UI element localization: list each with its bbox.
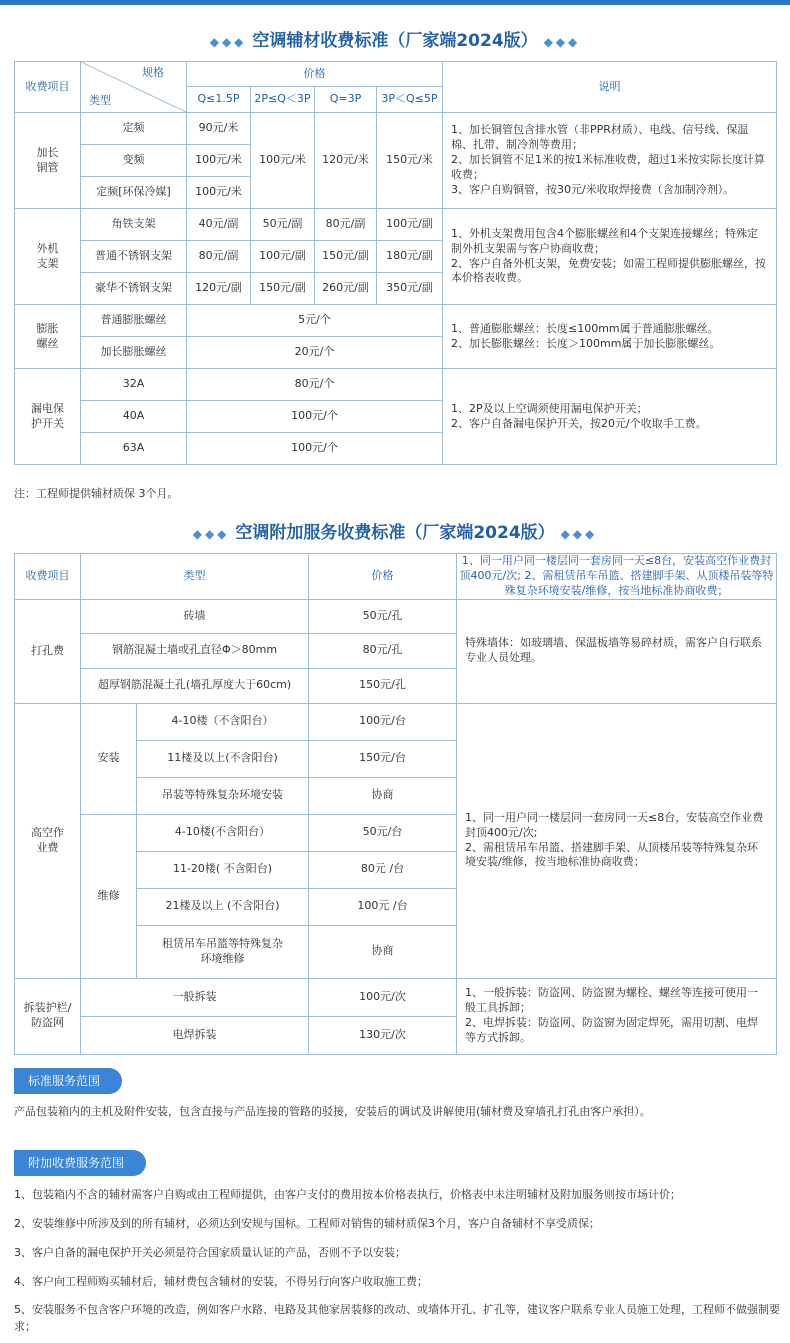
price-cell: 150元/副 — [251, 273, 315, 305]
price-cell: 20元/个 — [187, 337, 443, 369]
row-type: 普通不锈钢支架 — [81, 241, 187, 273]
price-cell: 5元/个 — [187, 305, 443, 337]
price-cell: 100元/个 — [187, 433, 443, 465]
price-cell: 80元 /台 — [309, 851, 457, 888]
group-leakage-switch: 漏电保 护开关 — [15, 369, 81, 465]
price-cell: 120元/副 — [187, 273, 251, 305]
price-cell: 100元/副 — [377, 209, 443, 241]
price-cell: 协商 — [309, 777, 457, 814]
price-cell: 100元/台 — [309, 703, 457, 740]
extra-service-item-5: 5、安装服务不包含客户环境的改造，例如客户水路、电路及其他家居装修的改动、或墙体开孔、扩孔等，建议客户联系专业人员施工处理，工程师不做强制要求； — [14, 1303, 780, 1333]
table1-title: ◆◆◆ 空调辅材收费标准（厂家端2024版） ◆◆◆ — [209, 31, 581, 51]
row-type: 40A — [81, 401, 187, 433]
price-cell: 100元/次 — [309, 978, 457, 1016]
note-cell: 1、一般拆装：防盗网、防盗窗为螺栓、螺丝等连接可使用一般工具拆卸； 2、电焊拆装：防盗网、防盗窗为固定焊死，需用切割、电焊等方式拆卸。 — [457, 978, 777, 1054]
table-row — [15, 703, 777, 740]
extra-service-item-4: 4、客户向工程师购买辅材后，辅材费包含辅材的安装，不得另行向客户收取施工费； — [14, 1275, 428, 1288]
row-type: 21楼及以上 (不含阳台) — [137, 888, 309, 925]
price-cell: 130元/次 — [309, 1016, 457, 1054]
row-type: 钢筋混凝土墙或孔直径Φ＞80mm — [81, 633, 309, 668]
diamond-decor-icon: ◆◆◆ — [543, 35, 581, 49]
price-cell: 150元/副 — [315, 241, 377, 273]
group-extended-copper-pipe: 加长 铜管 — [15, 113, 81, 209]
header-q2: 2P≤Q＜3P — [251, 87, 315, 113]
price-cell: 180元/副 — [377, 241, 443, 273]
price-cell: 50元/台 — [309, 814, 457, 851]
note-cell: 1、外机支架费用包含4个膨胀螺丝和4个支架连接螺丝；特殊定制外机支架需与客户协商收费； 2、客户自备外机支架，免费安装；如需工程师提供膨胀螺丝，按本价格表收费。 — [443, 209, 777, 305]
header-q4: 3P＜Q≤5P — [377, 87, 443, 113]
row-type: 32A — [81, 369, 187, 401]
price-cell: 100元/米 — [251, 113, 315, 209]
additional-service-table — [14, 553, 777, 1055]
diamond-decor-icon: ◆◆◆ — [209, 35, 247, 49]
price-cell: 120元/米 — [315, 113, 377, 209]
price-cell: 150元/台 — [309, 740, 457, 777]
standard-service-label: 标准服务范围 — [14, 1068, 122, 1094]
subgroup-install: 安装 — [81, 703, 137, 814]
note-cell: 特殊墙体：如玻璃墙、保温板墙等易碎材质，需客户自行联系专业人员处理。 — [457, 599, 777, 703]
diamond-decor-icon: ◆◆◆ — [560, 527, 598, 541]
price-cell: 50元/副 — [251, 209, 315, 241]
warranty-note: 注：工程师提供辅材质保 3个月。 — [14, 487, 179, 500]
price-cell: 80元/孔 — [309, 633, 457, 668]
header-note: 1、同一用户同一楼层同一套房同一天≤8台，安装高空作业费封顶400元/次; 2、需租赁吊车吊篮、搭建脚手架、从顶楼吊装等特殊复杂环境安装/维修，按当地标准协商收费； — [457, 554, 777, 600]
header-q3: Q=3P — [315, 87, 377, 113]
price-cell: 80元/个 — [187, 369, 443, 401]
price-cell: 150元/米 — [377, 113, 443, 209]
row-type: 电焊拆装 — [81, 1016, 309, 1054]
header-price: 价格 — [187, 62, 443, 87]
note-cell: 1、2P及以上空调须使用漏电保护开关； 2、客户自备漏电保护开关，按20元/个收取手工费。 — [443, 369, 777, 465]
table-row — [15, 978, 777, 1016]
accessory-fee-table — [14, 61, 777, 465]
note-cell: 1、同一用户同一楼层同一套房同一天≤8台，安装高空作业费封顶400元/次; 2、需租赁吊车吊篮、搭建脚手架、从顶楼吊装等特殊复杂环境安装/维修，按当地标准协商收费； — [457, 703, 777, 978]
price-cell: 40元/副 — [187, 209, 251, 241]
header-spec-type-diagonal — [81, 62, 187, 113]
header-fee-item: 收费项目 — [15, 554, 81, 600]
header-type: 类型 — [81, 554, 309, 600]
price-cell: 350元/副 — [377, 273, 443, 305]
row-type: 变频 — [81, 145, 187, 177]
row-type: 超厚钢筋混凝土孔(墙孔厚度大于60cm) — [81, 668, 309, 703]
group-drilling-fee: 打孔费 — [15, 599, 81, 703]
extra-service-item-2: 2、安装维修中所涉及到的所有辅材，必须达到安规与国标。工程师对销售的辅材质保3个月，客户自备辅材不享受质保； — [14, 1217, 600, 1230]
row-type: 11楼及以上(不含阳台) — [137, 740, 309, 777]
price-cell: 150元/孔 — [309, 668, 457, 703]
row-type: 4-10楼(不含阳台） — [137, 814, 309, 851]
row-type: 11-20楼( 不含阳台) — [137, 851, 309, 888]
standard-service-text: 产品包装箱内的主机及附件安装，包含直接与产品连接的管路的驳接，安装后的调试及讲解使用(辅材费及穿墙孔打孔由客户承担）。 — [14, 1105, 651, 1118]
header-type: 类型 — [89, 94, 111, 108]
extra-service-item-1: 1、包装箱内不含的辅材需客户自购或由工程师提供，由客户支付的费用按本价格表执行，价格表中未注明辅材及附加服务则按市场计价； — [14, 1188, 681, 1201]
row-type: 角铁支架 — [81, 209, 187, 241]
group-outdoor-bracket: 外机 支架 — [15, 209, 81, 305]
price-cell: 100元/个 — [187, 401, 443, 433]
price-cell: 80元/副 — [187, 241, 251, 273]
price-cell: 100元 /台 — [309, 888, 457, 925]
row-type: 定频[环保冷媒] — [81, 177, 187, 209]
note-cell: 1、加长铜管包含排水管（非PPR材质）、电线、信号线、保温棉、扎带、制冷剂等费用； 2、加长铜管不足1米的按1米标准收费，超过1米按实际长度计算收费； 3、客户自购铜管，按30元/米收取焊接费（含加制冷剂）。 — [443, 113, 777, 209]
group-high-altitude-fee: 高空作 业费 — [15, 703, 81, 978]
extra-service-label: 附加收费服务范围 — [14, 1150, 146, 1176]
header-fee-item: 收费项目 — [15, 62, 81, 113]
price-cell: 260元/副 — [315, 273, 377, 305]
table-row — [15, 599, 777, 633]
table2-title: ◆◆◆ 空调附加服务收费标准（厂家端2024版） ◆◆◆ — [192, 523, 598, 543]
group-dismantle-guardrail: 拆装护栏/ 防盗网 — [15, 978, 81, 1054]
table-row — [15, 209, 777, 241]
table-row — [15, 305, 777, 337]
group-expansion-screw: 膨胀 螺丝 — [15, 305, 81, 369]
row-type: 4-10楼（不含阳台） — [137, 703, 309, 740]
row-type: 63A — [81, 433, 187, 465]
row-type: 定频 — [81, 113, 187, 145]
price-cell: 80元/副 — [315, 209, 377, 241]
subgroup-repair: 维修 — [81, 814, 137, 978]
header-q1: Q≤1.5P — [187, 87, 251, 113]
row-type: 豪华不锈钢支架 — [81, 273, 187, 305]
price-cell: 90元/米 — [187, 113, 251, 145]
price-cell: 100元/米 — [187, 177, 251, 209]
note-cell: 1、普通膨胀螺丝：长度≤100mm属于普通膨胀螺丝。 2、加长膨胀螺丝：长度＞100mm属于加长膨胀螺丝。 — [443, 305, 777, 369]
diamond-decor-icon: ◆◆◆ — [192, 527, 230, 541]
price-cell: 协商 — [309, 925, 457, 978]
price-cell: 100元/米 — [187, 145, 251, 177]
price-cell: 100元/副 — [251, 241, 315, 273]
row-type: 加长膨胀螺丝 — [81, 337, 187, 369]
extra-service-item-3: 3、客户自备的漏电保护开关必须是符合国家质量认证的产品，否则不予以安装； — [14, 1246, 406, 1259]
top-accent-bar — [0, 0, 790, 5]
row-type: 租赁吊车吊篮等特殊复杂 环境维修 — [137, 925, 309, 978]
row-type: 一般拆装 — [81, 978, 309, 1016]
table-row — [15, 113, 777, 145]
table-row — [15, 369, 777, 401]
header-price: 价格 — [309, 554, 457, 600]
row-type: 吊装等特殊复杂环境安装 — [137, 777, 309, 814]
header-note: 说明 — [443, 62, 777, 113]
price-cell: 50元/孔 — [309, 599, 457, 633]
header-spec: 规格 — [142, 66, 164, 79]
row-type: 砖墙 — [81, 599, 309, 633]
row-type: 普通膨胀螺丝 — [81, 305, 187, 337]
